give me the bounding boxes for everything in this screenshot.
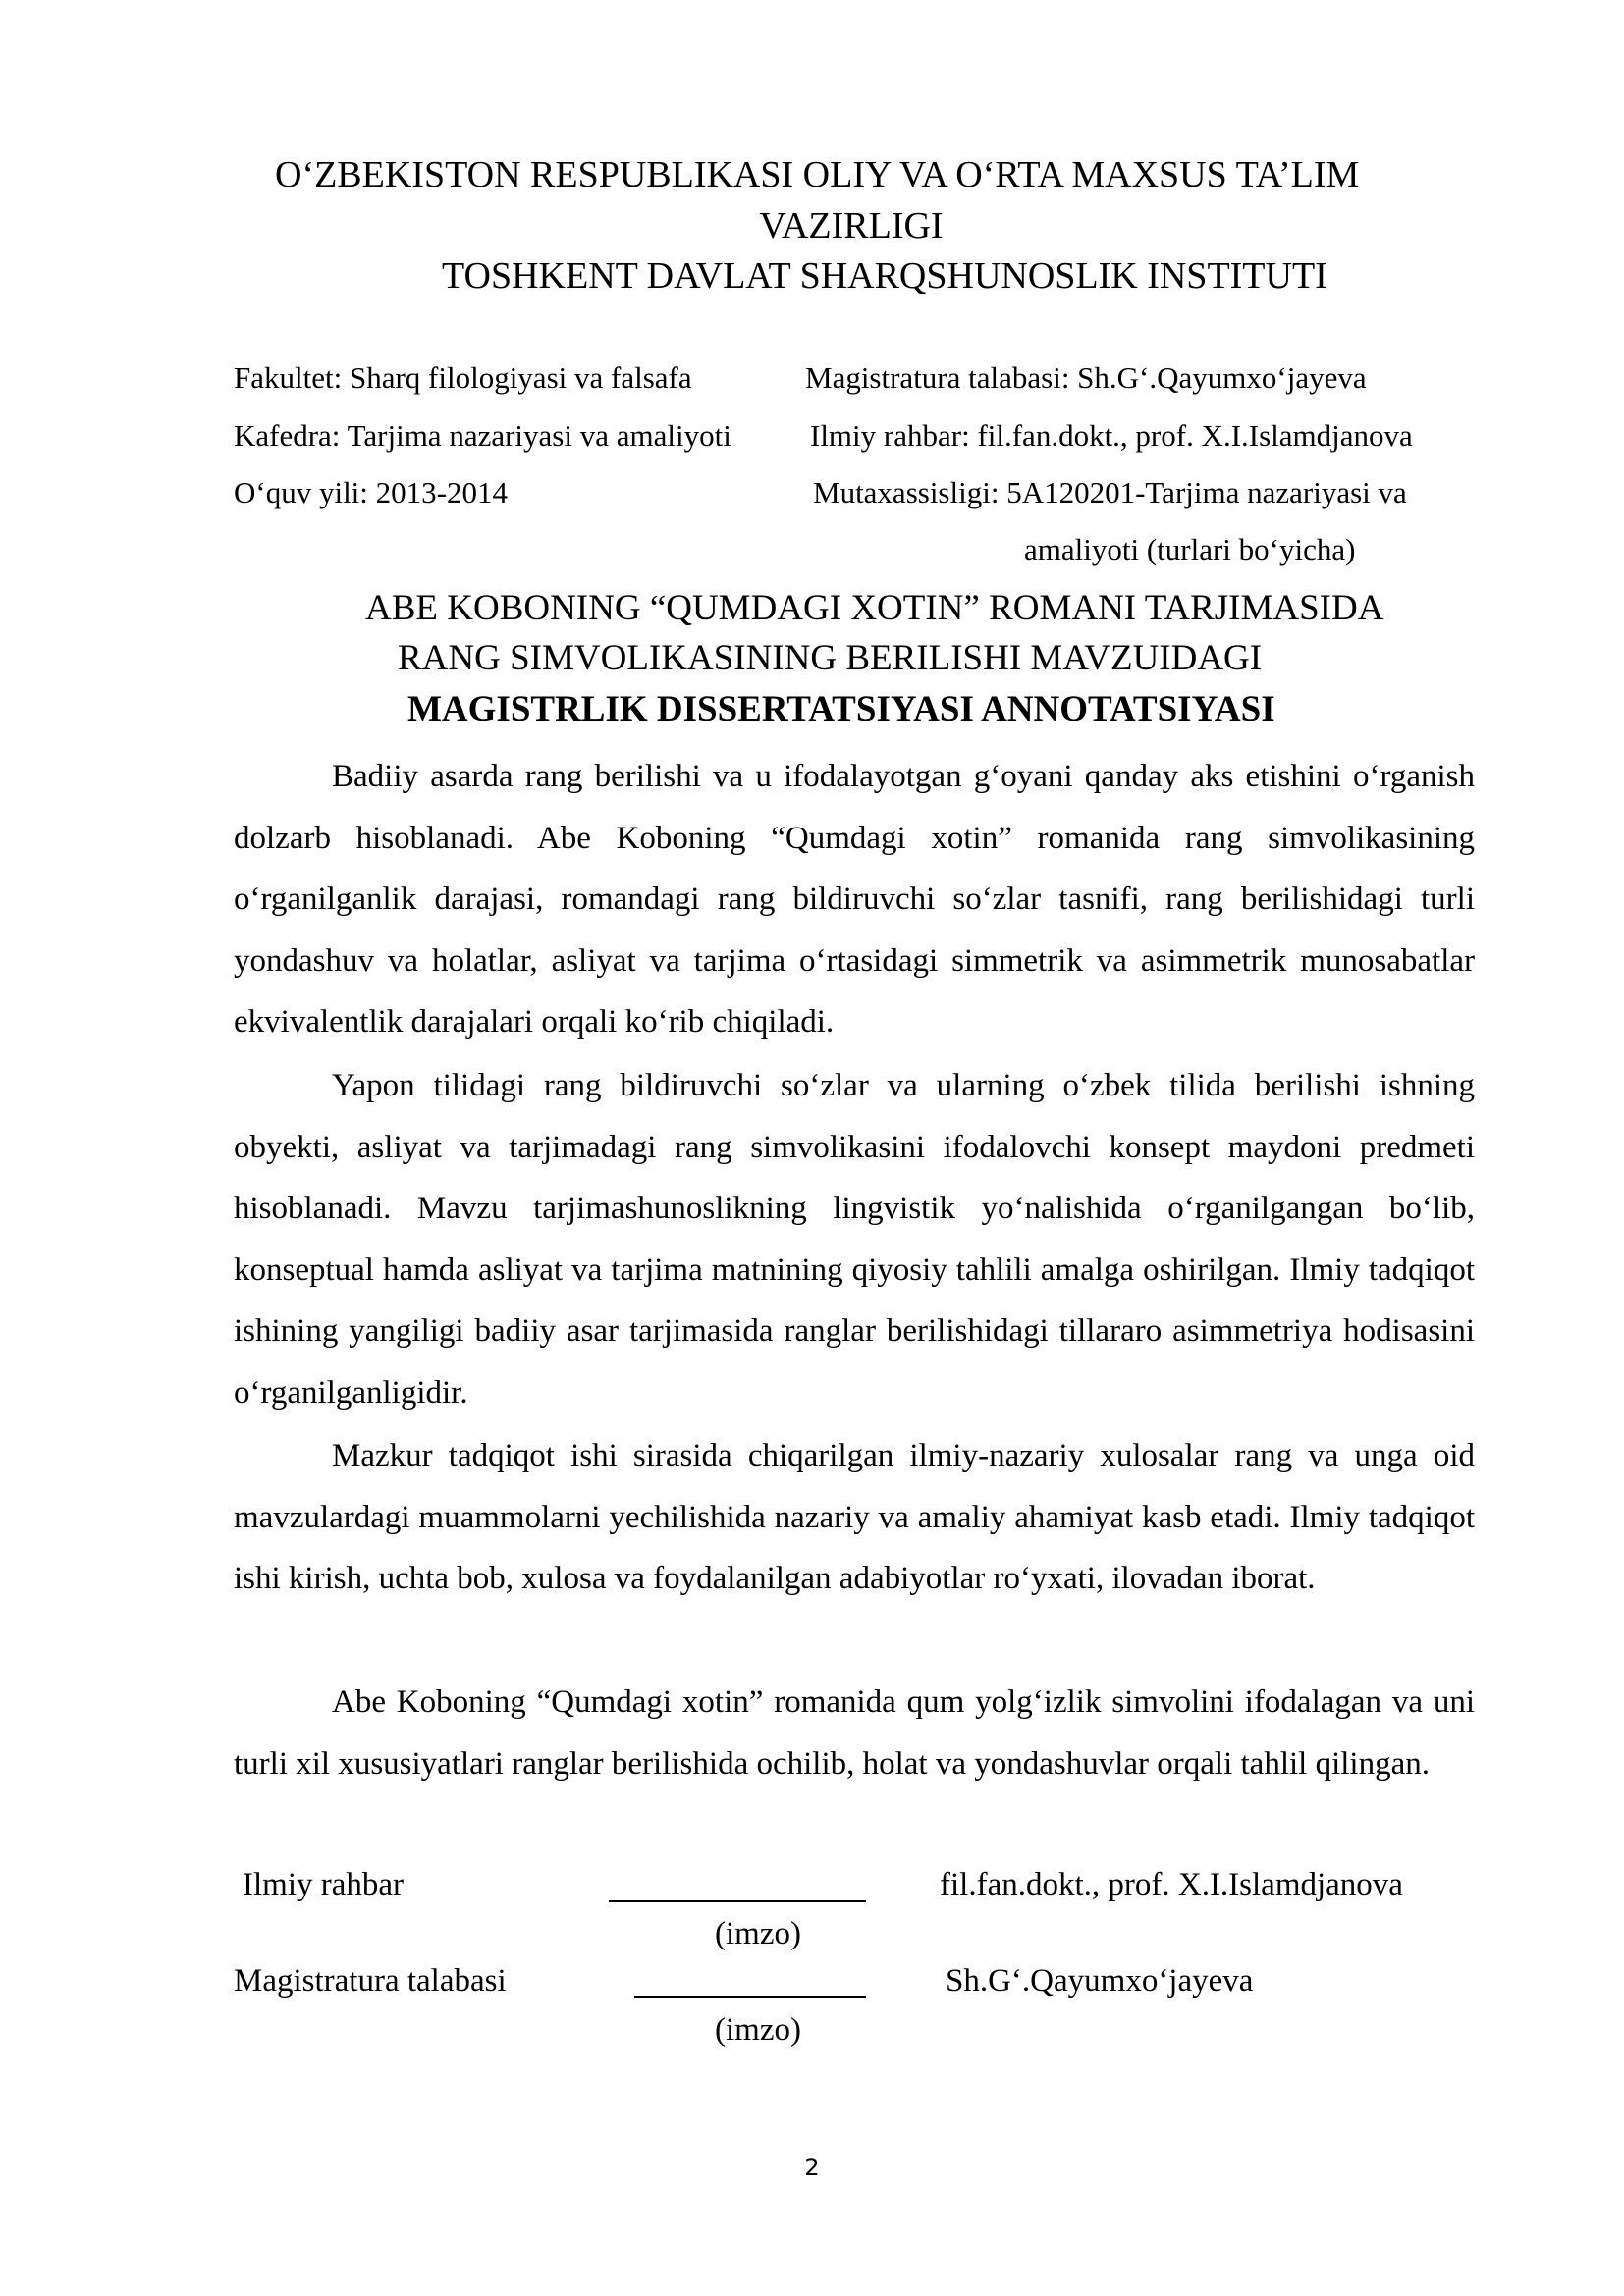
- ministry-title-line2: VAZIRLIGI: [759, 205, 944, 246]
- institute-name: TOSHKENT DAVLAT SHARQSHUNOSLIK INSTITUTI: [442, 255, 1327, 296]
- abstract-paragraph-4: Abe Koboning “Qumdagi xotin” romanida qum yolg‘izlik simvolini ifodalagan va uni turli xil xususiyatlari ranglar berilishida ochilib, holat va yondashuvlar orqali tahlil qilingan.: [234, 1684, 1475, 1782]
- student-signature-label: Magistratura talabasi: [234, 1963, 507, 1999]
- supervisor-name: fil.fan.dokt., prof. X.I.Islamdjanova: [940, 1867, 1403, 1902]
- title-line1: ABE KOBONING “QUMDAGI XOTIN” ROMANI TARJIMASIDA: [365, 588, 1384, 628]
- supervisor-signature-caption: (imzo): [715, 1916, 801, 1951]
- supervisor-label: Ilmiy rahbar: fil.fan.dokt., prof. X.I.Islamdjanova: [810, 418, 1413, 453]
- ministry-title-line1: O‘ZBEKISTON RESPUBLIKASI OLIY VA O‘RTA MAXSUS TA’LIM: [275, 154, 1360, 195]
- supervisor-signature-line: [609, 1900, 866, 1902]
- faculty-label: Fakultet: Sharq filologiyasi va falsafa: [234, 360, 692, 395]
- title-line2: RANG SIMVOLIKASINING BERILISHI MAVZUIDAGI: [398, 638, 1263, 678]
- specialty-label-line2: amaliyoti (turlari bo‘yicha): [1024, 532, 1356, 566]
- department-label: Kafedra: Tarjima nazariyasi va amaliyoti: [234, 418, 731, 453]
- academic-year-label: O‘quv yili: 2013-2014: [234, 475, 508, 509]
- abstract-paragraph-1: Badiiy asarda rang berilishi va u ifodalayotgan g‘oyani qanday aks etishini o‘rganish dolzarb hisoblanadi. Abe Koboning “Qumdagi xotin” romanida rang simvolikasining o‘rganilganlik darajasi, romandagi rang bildiruvchi so‘zlar tasnifi, rang berilishidagi turli yondashuv va holatlar, asliyat va tarjima o‘rtasidagi simmetrik va asimmetrik munosabatlar ekvivalentlik darajalari orqali ko‘rib chiqiladi.: [234, 759, 1475, 1040]
- abstract-paragraph-3: Mazkur tadqiqot ishi sirasida chiqarilgan ilmiy-nazariy xulosalar rang va unga oid mavzulardagi muammolarni yechilishida nazariy va amaliy ahamiyat kasb etadi. Ilmiy tadqiqot ishi kirish, uchta bob, xulosa va foydalanilgan adabiyotlar ro‘yxati, ilovadan iborat.: [234, 1438, 1475, 1596]
- student-label: Magistratura talabasi: Sh.G‘.Qayumxo‘jayeva: [805, 360, 1367, 395]
- student-signature-caption: (imzo): [715, 2012, 801, 2048]
- title-line3: MAGISTRLIK DISSERTATSIYASI ANNOTATSIYASI: [407, 689, 1275, 729]
- supervisor-signature-label: Ilmiy rahbar: [243, 1867, 405, 1902]
- student-name: Sh.G‘.Qayumxo‘jayeva: [946, 1963, 1254, 1999]
- student-signature-line: [634, 1996, 866, 1998]
- specialty-label-line1: Mutaxassisligi: 5A120201-Tarjima nazariyasi va: [813, 475, 1407, 509]
- page-number: 2: [804, 2154, 820, 2181]
- abstract-paragraph-2: Yapon tilidagi rang bildiruvchi so‘zlar va ularning o‘zbek tilida berilishi ishning obyekti, asliyat va tarjimadagi rang simvolikasini ifodalovchi konsept maydoni predmeti hisoblanadi. Mavzu tarjimashunoslikning lingvistik yo‘nalishida o‘rganilgangan bo‘lib, konseptual hamda asliyat va tarjima matnining qiyosiy tahlili amalga oshirilgan. Ilmiy tadqiqot ishining yangiligi badiiy asar tarjimasida ranglar berilishidagi tillararo asimmetriya hodisasini o‘rganilganligidir.: [234, 1068, 1475, 1411]
